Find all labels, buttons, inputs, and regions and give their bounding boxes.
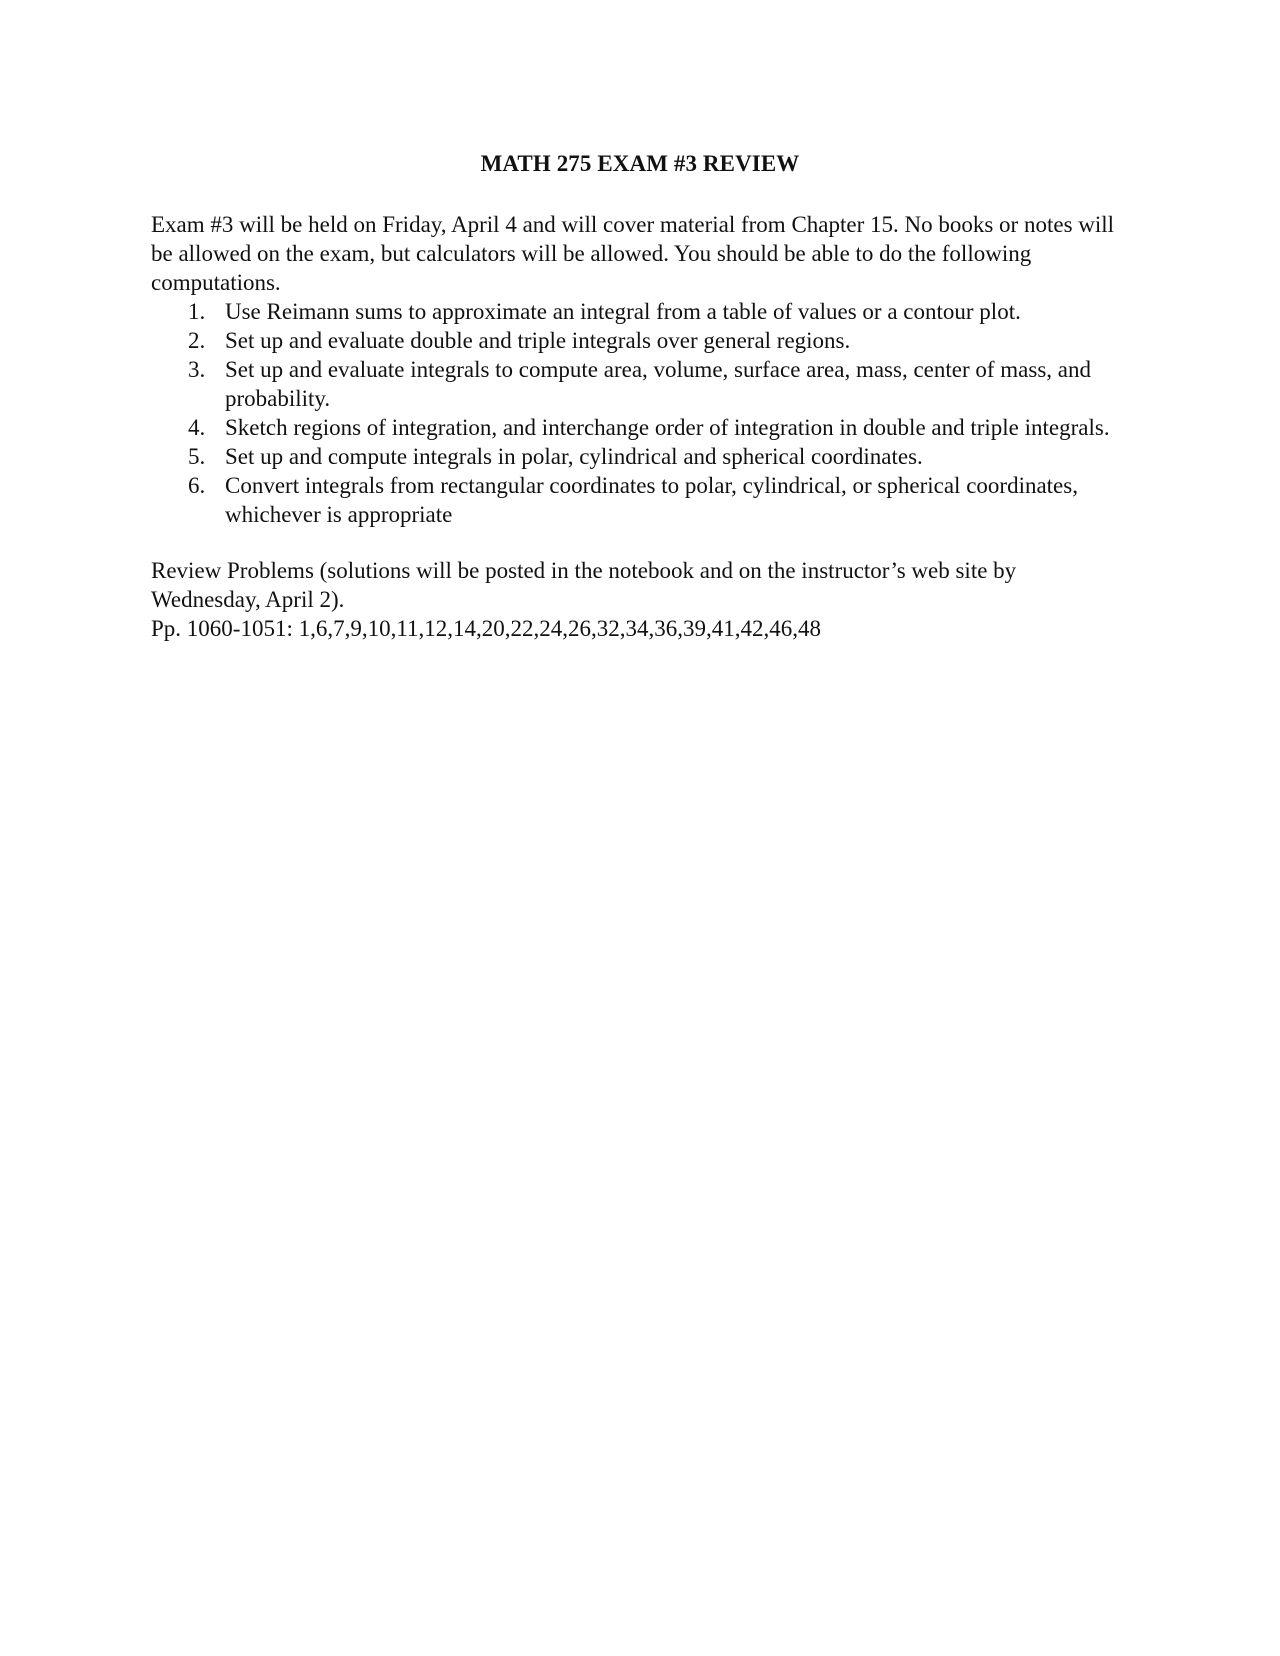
document-title: MATH 275 EXAM #3 REVIEW <box>480 151 800 176</box>
list-item <box>151 355 1131 413</box>
list-item-number: 1. <box>188 299 206 324</box>
list-item <box>151 442 1131 471</box>
list-item <box>151 326 1131 355</box>
list-item-text: Set up and evaluate integrals to compute area, volume, surface area, mass, center of mass, and probability. <box>225 357 1091 411</box>
list-item-number: 5. <box>188 444 206 469</box>
list-item <box>151 471 1131 529</box>
list-item <box>151 297 1131 326</box>
list-item-text: Sketch regions of integration, and interchange order of integration in double and triple integrals. <box>225 415 1110 440</box>
document-body <box>151 210 1131 643</box>
page-problems-line: Pp. 1060-1051: 1,6,7,9,10,11,12,14,20,22,24,26,32,34,36,39,41,42,46,48 <box>151 616 821 641</box>
list-item-text: Convert integrals from rectangular coordinates to polar, cylindrical, or spherical coordinates, whichever is appropriate <box>225 473 1078 527</box>
list-item-number: 3. <box>188 357 206 382</box>
list-item-text: Set up and compute integrals in polar, cylindrical and spherical coordinates. <box>225 444 923 469</box>
list-item-number: 4. <box>188 415 206 440</box>
intro-paragraph: Exam #3 will be held on Friday, April 4 and will cover material from Chapter 15. No books or notes will be allowed on the exam, but calculators will be allowed. You should be able to do the following computations. <box>151 212 1115 295</box>
computation-list <box>151 297 1131 529</box>
list-item-text: Set up and evaluate double and triple integrals over general regions. <box>225 328 851 353</box>
list-item-number: 2. <box>188 328 206 353</box>
review-problems-paragraph: Review Problems (solutions will be posted in the notebook and on the instructor’s web site by Wednesday, April 2). <box>151 558 1017 612</box>
list-item-text: Use Reimann sums to approximate an integral from a table of values or a contour plot. <box>225 299 1021 324</box>
list-item <box>151 413 1131 442</box>
list-item-number: 6. <box>188 473 206 498</box>
